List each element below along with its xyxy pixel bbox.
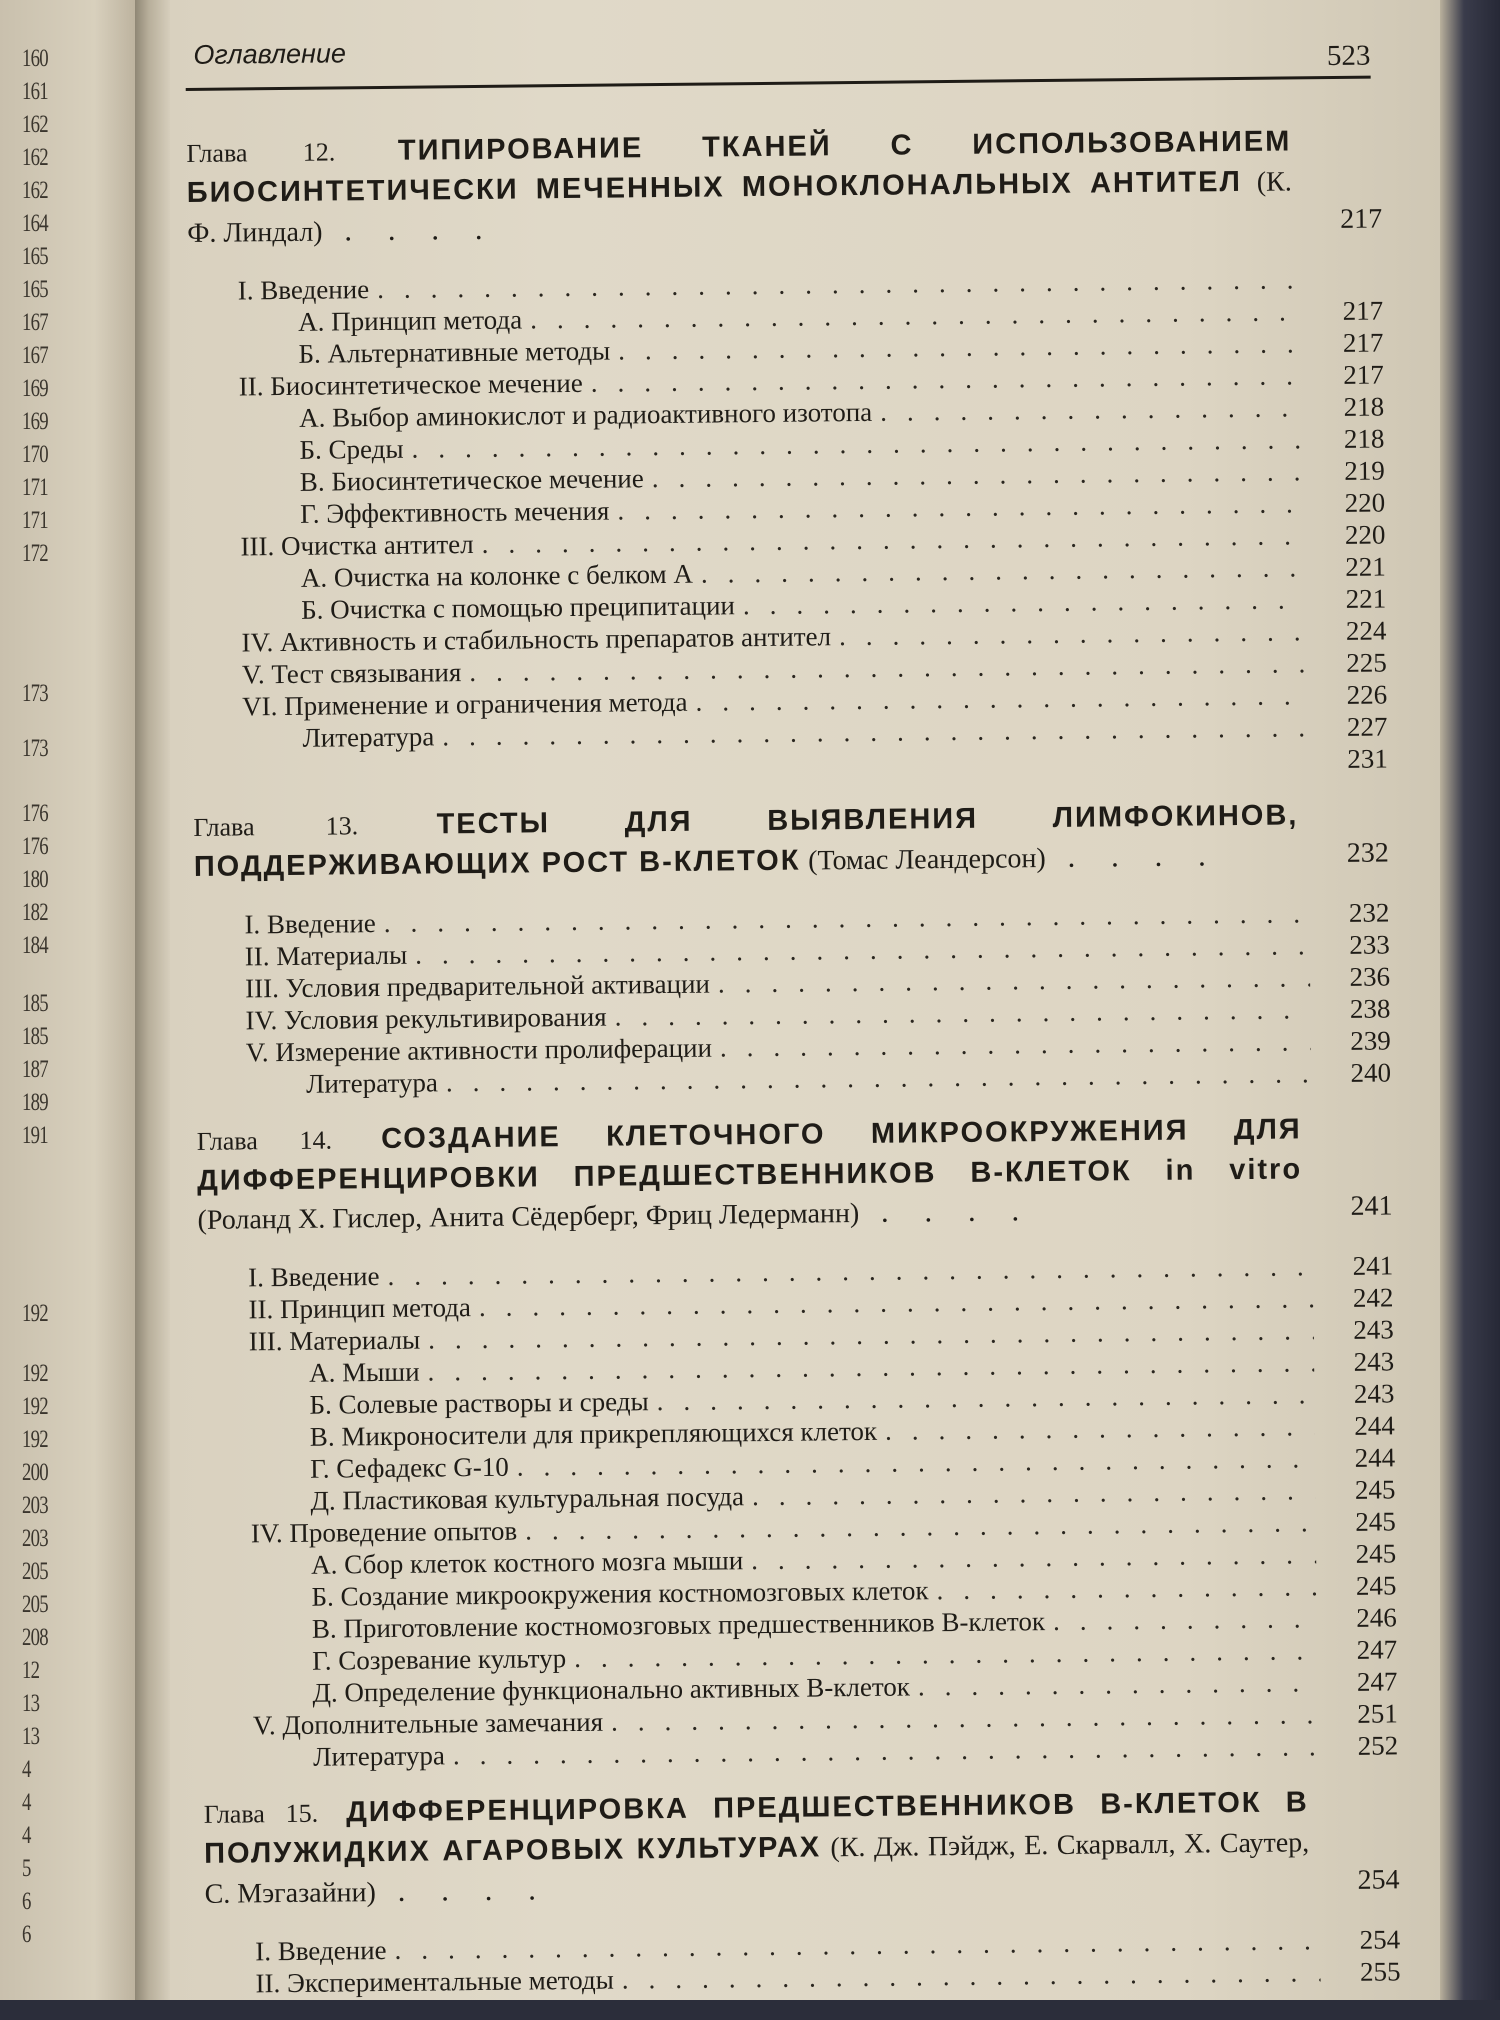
chapter-entries [198,1249,1398,1773]
toc-entry-label: Д. Пластиковая культуральная посуда [310,1480,752,1517]
toc-entry-label: Б. Очистка с помощью преципитации [301,589,743,626]
page-number: 523 [1327,40,1371,73]
toc-entry-label: Г. Эффективность мечения [300,495,618,530]
book-gutter [135,0,170,2000]
toc-entry-label: Литература [302,720,442,753]
toc-entry-page: 245 [1316,1569,1396,1602]
left-page-number: 203 [22,1525,48,1553]
toc-entry-label: IV. Проведение опытов [251,1515,526,1550]
toc-entry-label: Д. Определение функционально активных В-клеток [312,1670,918,1708]
left-page-numbers [0,0,135,2000]
left-page-number: 171 [22,474,48,502]
toc-entry-page: 241 [1313,1249,1393,1282]
header-rule [186,76,1371,91]
toc-entry-page: 242 [1313,1281,1393,1314]
leader-dots [918,1666,1318,1702]
toc-entry-label: А. Очистка на колонке с белком А [301,558,701,594]
left-page-number: 208 [22,1624,48,1652]
left-page-number: 191 [22,1122,48,1150]
toc-entry-label: II. Принцип метода [248,1291,479,1325]
toc-entry-label: В. Биосинтетическое мечение [300,462,652,498]
leader-dots [880,391,1304,427]
left-page-number: 173 [22,735,48,763]
chapter-authors: (Томас Леандерсон) [808,843,1046,876]
left-page-number: 169 [22,408,48,436]
chapter-page-number: 217 [1340,200,1382,238]
toc-entry-label: IV. Активность и стабильность препаратов антител [241,620,839,658]
left-page-number: 6 [22,1921,31,1949]
left-page-number: 185 [22,990,48,1018]
chapter-heading [186,120,1382,253]
chapter-entries [194,896,1391,1101]
left-page-number: 162 [22,177,48,205]
leader-dots [622,1956,1321,1995]
toc-entry-label: V. Дополнительные замечания [253,1706,612,1742]
left-page-number: 180 [22,866,48,894]
toc-entry-label: VI. Применение и ограничения метода [242,686,696,723]
page-content [185,7,1400,1979]
left-page-number: 192 [22,1426,48,1454]
left-page-number: 5 [22,1855,31,1883]
chapter-authors: (К. Дж. Пэйдж, Е. Скарвалл, Х. Саутер, С. Мэгазайни) [204,1827,1309,1910]
toc-entry-page: 254 [1320,1923,1400,1956]
left-page-number: 203 [22,1492,48,1520]
toc-entry-label: А. Принцип метода [298,303,530,337]
chapter-heading [204,1781,1400,1914]
left-page-number: 167 [22,309,48,337]
toc-entry-page: 227 [1307,710,1387,743]
toc-entry-page: 232 [1309,896,1389,929]
toc-entry-page: 221 [1306,550,1386,583]
left-page-number: 189 [22,1089,48,1117]
toc-entry-page: 247 [1317,1665,1397,1698]
left-page-number: 13 [22,1723,39,1751]
left-page-number: 185 [22,1023,48,1051]
toc-entry-page: 243 [1314,1313,1394,1346]
chapter-authors: (К. Ф. Линдал) [187,166,1292,249]
toc-entry-page: 217 [1303,326,1383,359]
leader-dots [885,1410,1315,1446]
toc-entry-label: III. Условия предварительной активации [245,967,718,1004]
toc-entry-label: В. Приготовление костномозговых предшественников В-клеток [312,1605,1054,1645]
left-page-number: 167 [22,342,48,370]
toc-entry-label: Г. Сефадекс G-10 [310,1451,517,1485]
toc-entry-label: V. Измерение активности пролиферации [246,1031,720,1068]
left-page-number: 192 [22,1393,48,1421]
chapter-label: Глава 13. [193,811,358,842]
toc-entry-page: 220 [1305,486,1385,519]
toc-entry-label: V. Тест связывания [242,656,470,690]
chapter-page-number: 254 [1357,1861,1399,1899]
toc-entry-page: 244 [1315,1409,1395,1442]
toc-entry-label: Б. Создание микроокружения костномозговых клеток [311,1574,936,1613]
left-page-number: 200 [22,1459,48,1487]
toc-entry-label: I. Введение [244,907,384,940]
toc-entry-label: I. Введение [248,1260,388,1293]
leader-dots: . . . . [376,1871,550,1908]
toc-entry-page: 231 [1308,742,1388,775]
left-page-number: 162 [22,111,48,139]
chapter-heading [197,1108,1393,1240]
left-page-number: 160 [22,45,48,73]
left-page-number: 176 [22,833,48,861]
left-page-number: 176 [22,800,48,828]
left-page-number: 170 [22,441,48,469]
left-page-number: 205 [22,1558,48,1586]
leader-dots [1053,1602,1317,1637]
toc-entry-label: I. Введение [238,273,378,306]
toc-entry-label: А. Мыши [309,1356,428,1389]
toc-entry-page: 217 [1304,358,1384,391]
toc-entry-label: Б. Альтернативные методы [298,334,618,369]
toc-entry-label: III. Материалы [249,1324,429,1358]
toc-entry-page: 245 [1316,1537,1396,1570]
toc-entry-label: Литература [306,1066,446,1099]
left-page-number: 182 [22,899,48,927]
left-page-number: 164 [22,210,48,238]
toc-entry-label: II. Материалы [245,939,416,973]
toc-entry-page: 233 [1310,928,1390,961]
left-page-number: 192 [22,1300,48,1328]
chapter-page-number: 241 [1350,1187,1392,1225]
toc-entry-page: 221 [1306,582,1386,615]
toc-entry-page: 243 [1314,1345,1394,1378]
toc-entry-page: 251 [1318,1697,1398,1730]
leader-dots: . . . . [1046,837,1220,874]
chapter-title: ТИПИРОВАНИЕ ТКАНЕЙ С ИСПОЛЬЗОВАНИЕМ БИОСИНТЕТИЧЕСКИ МЕЧЕННЫХ МОНОКЛОНАЛЬНЫХ АНТИТЕЛ [187,125,1292,209]
toc-entry-page: 219 [1305,454,1385,487]
toc-entry-page: 239 [1311,1024,1391,1057]
chapter-label: Глава 14. [197,1126,333,1156]
toc-entry-page: 225 [1307,646,1387,679]
left-page-number: 165 [22,243,48,271]
toc-entry-page: 220 [1305,518,1385,551]
toc-entry-label: Б. Солевые растворы и среды [309,1385,656,1421]
left-page-number: 161 [22,78,48,106]
chapter-title: СОЗДАНИЕ КЛЕТОЧНОГО МИКРООКРУЖЕНИЯ ДЛЯ ДИФФЕРЕНЦИРОВКИ ПРЕДШЕСТВЕННИКОВ В-КЛЕТОК in vitro [197,1113,1302,1197]
left-page-number: 205 [22,1591,48,1619]
toc-entry-label: II. Экспериментальные методы [255,1964,622,2000]
toc-entry-label: III. Очистка антител [240,528,481,563]
toc-entry-page: 224 [1306,614,1386,647]
toc-entry-page: 245 [1316,1505,1396,1538]
page-header [185,7,1381,90]
chapter-label: Глава 15. [204,1799,319,1829]
toc-entry-page [1303,287,1383,288]
left-page-number: 169 [22,375,48,403]
toc-entry-page: 238 [1310,992,1390,1025]
chapter-heading [193,794,1389,887]
toc-entry-page: 218 [1304,390,1384,423]
leader-dots [839,615,1307,652]
toc-entry-page: 255 [1320,1955,1400,1988]
chapter-title: ДИФФЕРЕНЦИРОВКА ПРЕДШЕСТВЕННИКОВ В-КЛЕТОК В ПОЛУЖИДКИХ АГАРОВЫХ КУЛЬТУРАХ [204,1786,1309,1870]
toc-entry-label: А. Выбор аминокислот и радиоактивного изотопа [299,396,880,434]
left-page [0,0,135,2000]
left-page-number: 4 [22,1756,31,1784]
toc-entry-page: 240 [1311,1056,1391,1089]
left-page-number: 4 [22,1822,31,1850]
left-page-number: 187 [22,1056,48,1084]
left-page-number: 12 [22,1657,39,1685]
chapter-entries [205,1923,1401,2000]
toc-entry-page: 246 [1317,1601,1397,1634]
running-head: Оглавление [193,38,346,71]
toc-entry-page: 218 [1304,422,1384,455]
chapter-title: ТЕСТЫ ДЛЯ ВЫЯВЛЕНИЯ ЛИМФОКИНОВ, ПОДДЕРЖИВАЮЩИХ РОСТ В-КЛЕТОК [194,799,1299,883]
toc-entry-label: А. Сбор клеток костного мозга мыши [311,1544,751,1581]
left-page-number: 4 [22,1789,31,1817]
left-page-number: 192 [22,1360,48,1388]
toc-entry-page: 236 [1310,960,1390,993]
left-page-number: 13 [22,1690,39,1718]
toc-entry-page: 217 [1303,294,1383,327]
toc-entry-page: 252 [1318,1729,1398,1762]
toc-entry-page: 245 [1315,1473,1395,1506]
leader-dots [936,1570,1316,1606]
left-page-number: 184 [22,932,48,960]
toc-entry-label: I. Введение [255,1934,395,1967]
leader-dots: . . . . [859,1192,1033,1229]
page-edge [1440,0,1500,2000]
toc-entry-page: 243 [1314,1377,1394,1410]
toc-entry-label: Литература [313,1739,453,1772]
toc-entry-label: IV. Условия рекультивирования [245,1001,614,1037]
chapter-label: Глава 12. [186,137,335,168]
chapter-authors: (Роланд Х. Гислер, Анита Сёдерберг, Фриц Ледерманн) [197,1198,859,1236]
left-page-number: 172 [22,540,48,568]
toc-entry-label: Б. Среды [299,433,411,466]
toc-entry-page: 226 [1307,678,1387,711]
left-page-number: 171 [22,507,48,535]
left-page-number: 162 [22,144,48,172]
chapter-entries [188,262,1388,786]
toc-entry-label: II. Биосинтетическое мечение [239,367,591,403]
toc-entry-label: В. Микроносители для прикрепляющихся клеток [310,1415,886,1453]
left-page-number: 173 [22,680,48,708]
chapter-page-number: 232 [1347,834,1389,872]
toc-entry-label: Г. Созревание культур [312,1642,574,1677]
table-of-contents [186,102,1401,2019]
toc-entry-page: 247 [1317,1633,1397,1666]
toc-entry-page: 244 [1315,1441,1395,1474]
left-page-number: 165 [22,276,48,304]
left-page-number: 6 [22,1888,31,1916]
leader-dots: . . . . [322,211,496,248]
